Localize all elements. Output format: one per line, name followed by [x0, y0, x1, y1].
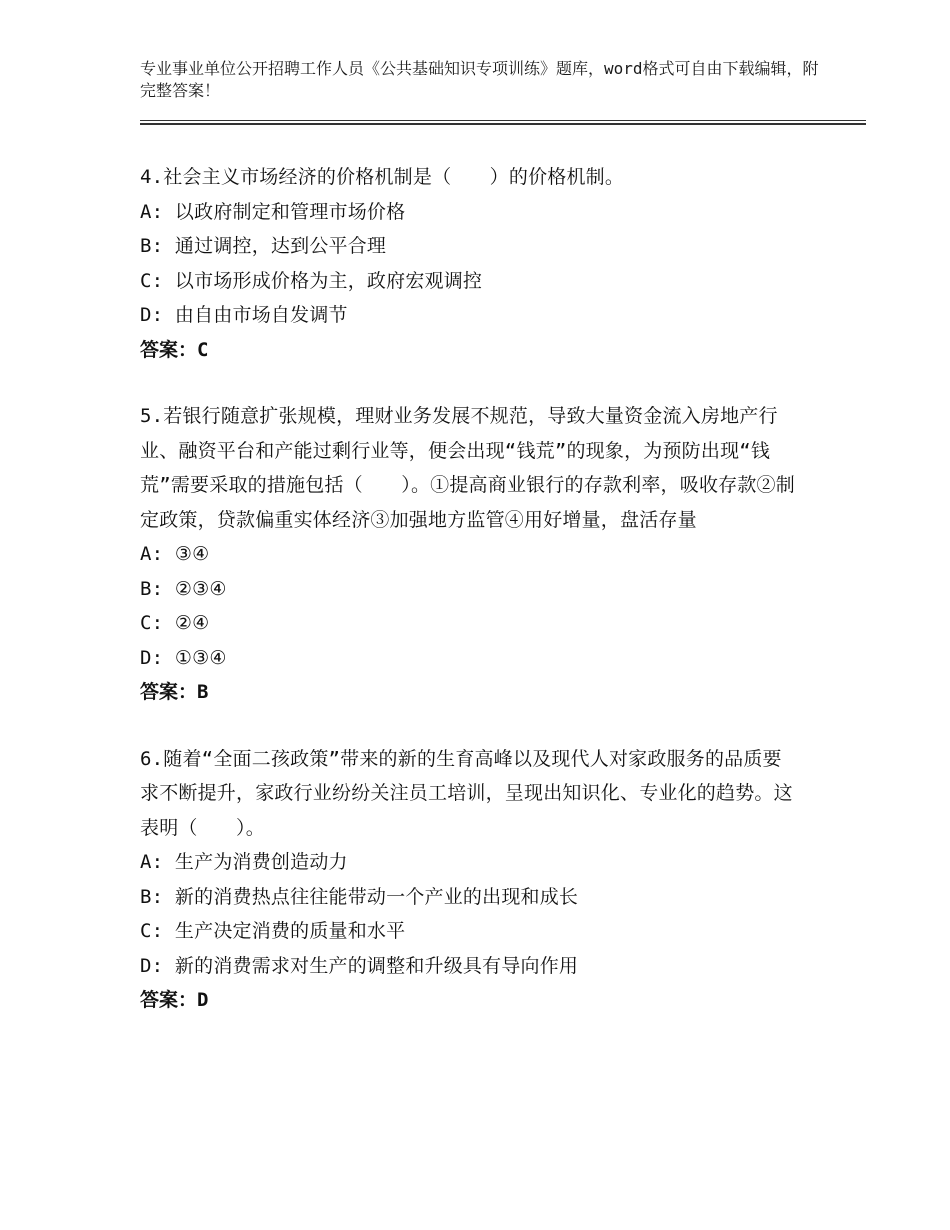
answer-label: 答案：C: [140, 338, 209, 361]
option-b: B: 通过调控，达到公平合理: [140, 235, 387, 257]
question-stem: 4.社会主义市场经济的价格机制是（ ）的价格机制。: [140, 166, 625, 188]
question-5: [140, 399, 800, 710]
question-6: [140, 742, 800, 1018]
header-divider: [140, 120, 866, 121]
answer-label: 答案：B: [140, 681, 209, 703]
question-list: [140, 160, 800, 1050]
option-a: A: 以政府制定和管理市场价格: [140, 200, 406, 223]
option-b: B: ②③④: [140, 577, 227, 600]
answer-label: 答案：D: [140, 989, 209, 1011]
option-b: B: 新的消费热点往往能带动一个产业的出现和成长: [140, 885, 579, 908]
question-stem: 6.随着“全面二孩政策”带来的新的生育高峰以及现代人对家政服务的品质要求不断提升，家政行业纷纷关注员工培训，呈现出知识化、专业化的趋势。这表明（ ）。: [140, 747, 793, 839]
option-d: D: ①③④: [140, 646, 227, 669]
option-d: D: 新的消费需求对生产的调整和升级具有导向作用: [140, 954, 579, 977]
page-header: 专业事业单位公开招聘工作人员《公共基础知识专项训练》题库，word格式可自由下载编辑，附完整答案！: [140, 59, 819, 100]
option-a: A: 生产为消费创造动力: [140, 851, 348, 873]
option-c: C: ②④: [140, 612, 210, 634]
option-c: C: 生产决定消费的质量和水平: [140, 920, 406, 942]
question-stem: 5.若银行随意扩张规模，理财业务发展不规范，导致大量资金流入房地产行业、融资平台和产能过剩行业等，便会出现“钱荒”的现象，为预防出现“钱荒”需要采取的措施包括（ ）。①提高商业银行的存款利率，吸收存款②制定政策，贷款偏重实体经济③加强地方监管④用好增量，盘活存量: [140, 405, 795, 531]
header-divider-thick: [140, 123, 866, 125]
option-d: D: 由自由市场自发调节: [140, 304, 348, 326]
option-a: A: ③④: [140, 543, 210, 565]
question-4: [140, 160, 800, 367]
option-c: C: 以市场形成价格为主，政府宏观调控: [140, 269, 483, 292]
